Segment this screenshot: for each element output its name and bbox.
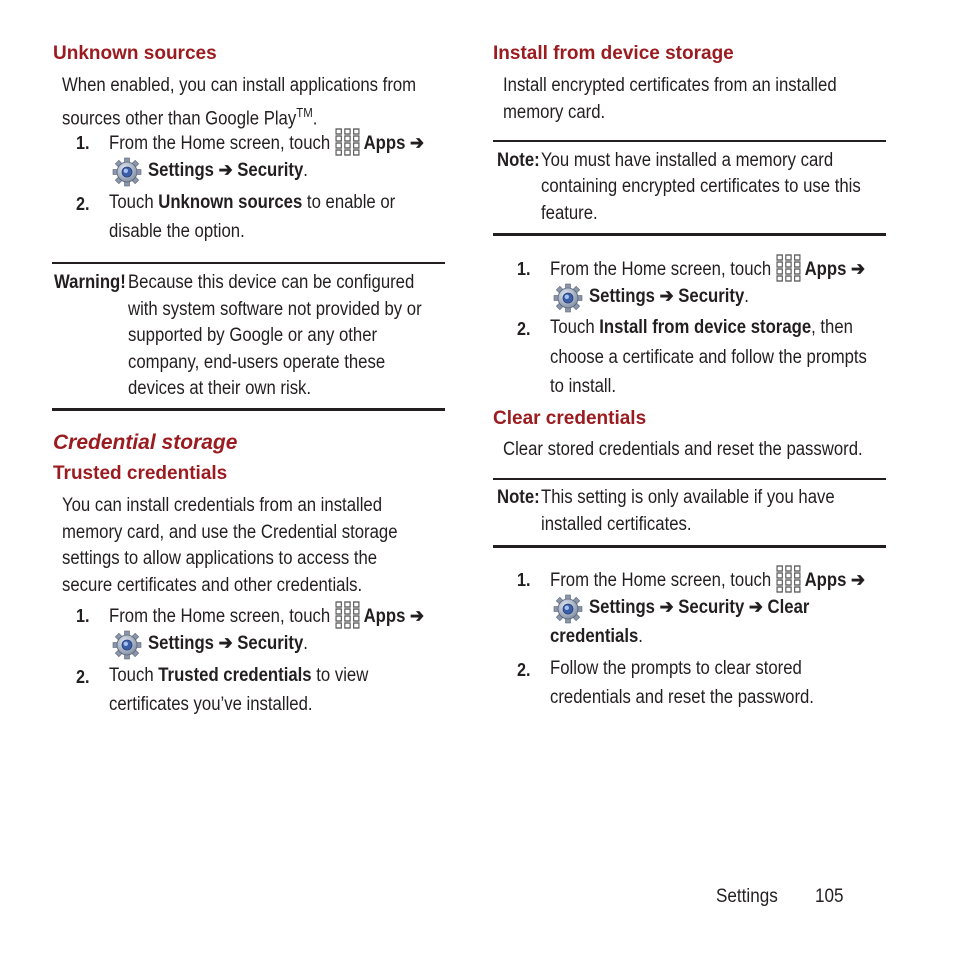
install-step2-line3: to install. xyxy=(550,376,616,397)
note2-line2: installed certificates. xyxy=(541,514,692,535)
apps-grid-icon xyxy=(335,128,360,156)
step-number: 2. xyxy=(517,319,531,339)
install-device-storage-heading: Install from device storage xyxy=(493,43,734,64)
trusted-step2-line1: Touch Trusted credentials to view xyxy=(109,665,369,686)
settings-gear-icon xyxy=(112,157,142,187)
credential-para-line4: secure certificates and other credentials. xyxy=(62,575,363,596)
settings-gear-icon xyxy=(553,283,583,313)
install-step1-line1: From the Home screen, touch Apps ➔ xyxy=(550,254,865,284)
note2-line1: This setting is only available if you have xyxy=(541,487,835,508)
step1-line1: From the Home screen, touch Apps ➔ xyxy=(109,128,424,158)
apps-label: Apps xyxy=(363,133,406,154)
apps-grid-icon xyxy=(335,601,360,629)
credential-para-line3: settings to allow applications to access the xyxy=(62,548,378,569)
trusted-credentials-heading: Trusted credentials xyxy=(53,463,228,484)
install-line2: memory card. xyxy=(503,102,606,123)
clear-line1: Clear stored credentials and reset the password. xyxy=(503,439,863,460)
install-line1: Install encrypted certificates from an installed xyxy=(503,75,837,96)
settings-gear-icon xyxy=(112,630,142,660)
step-number: 1. xyxy=(517,570,531,590)
credential-storage-heading: Credential storage xyxy=(53,431,238,454)
step-number: 2. xyxy=(76,667,90,687)
unknown-sources-heading: Unknown sources xyxy=(53,43,217,64)
step2-line2: disable the option. xyxy=(109,221,245,242)
step-number: 1. xyxy=(76,606,90,626)
trusted-step1-line1: From the Home screen, touch Apps ➔ xyxy=(109,601,424,631)
step-number: 1. xyxy=(517,259,531,279)
warning-top-rule xyxy=(52,262,445,264)
note1-label: Note: xyxy=(497,150,540,171)
footer-section-name: Settings xyxy=(716,886,778,907)
step-number: 2. xyxy=(76,194,90,214)
note2-label: Note: xyxy=(497,487,540,508)
settings-gear-icon xyxy=(553,594,583,624)
apps-grid-icon xyxy=(776,254,801,282)
install-step2-line2: choose a certificate and follow the prompts xyxy=(550,347,867,368)
note1-line2: containing encrypted certificates to use this xyxy=(541,176,861,197)
step1-line2: Settings ➔ Security. xyxy=(148,160,308,181)
step2-line1: Touch Unknown sources to enable or xyxy=(109,192,396,213)
warning-line4: company, end-users operate these xyxy=(128,352,386,373)
step-number: 2. xyxy=(517,660,531,680)
trademark-mark: TM xyxy=(296,105,313,120)
clear-step2-line2: credentials and reset the password. xyxy=(550,687,814,708)
clear-step1-line3: credentials. xyxy=(550,626,643,647)
step-number: 1. xyxy=(76,133,90,153)
clear-step2-line1: Follow the prompts to clear stored xyxy=(550,658,802,679)
unknown-sources-intro-line1: When enabled, you can install applications from xyxy=(62,75,417,96)
clear-step1-line2: Settings ➔ Security ➔ Clear xyxy=(589,597,810,618)
clear-credentials-heading: Clear credentials xyxy=(493,408,647,429)
note2-top-rule xyxy=(493,478,886,480)
install-step2-line1: Touch Install from device storage, then xyxy=(550,317,853,338)
apps-grid-icon xyxy=(776,565,801,593)
warning-line3: supported by Google or any other xyxy=(128,325,378,346)
note1-top-rule xyxy=(493,140,886,142)
page-number: 105 xyxy=(815,886,844,907)
note1-bottom-rule xyxy=(493,233,886,236)
trusted-step2-line2: certificates you’ve installed. xyxy=(109,694,313,715)
warning-label: Warning! xyxy=(54,272,126,293)
install-step1-line2: Settings ➔ Security. xyxy=(589,286,749,307)
unknown-sources-intro-line2: sources other than Google Play™. xyxy=(62,105,318,130)
note1-line1: You must have installed a memory card xyxy=(541,150,834,171)
clear-step1-line1: From the Home screen, touch Apps ➔ xyxy=(550,565,865,595)
warning-bottom-rule xyxy=(52,408,445,411)
warning-line1: Because this device can be configured xyxy=(128,272,415,293)
credential-para-line2: memory card, and use the Credential storage xyxy=(62,522,398,543)
note1-line3: feature. xyxy=(541,203,598,224)
credential-para-line1: You can install credentials from an installed xyxy=(62,495,383,516)
trusted-step1-line2: Settings ➔ Security. xyxy=(148,633,308,654)
note2-bottom-rule xyxy=(493,545,886,548)
warning-line2: with system software not provided by or xyxy=(128,299,422,320)
warning-line5: devices at their own risk. xyxy=(128,378,312,399)
